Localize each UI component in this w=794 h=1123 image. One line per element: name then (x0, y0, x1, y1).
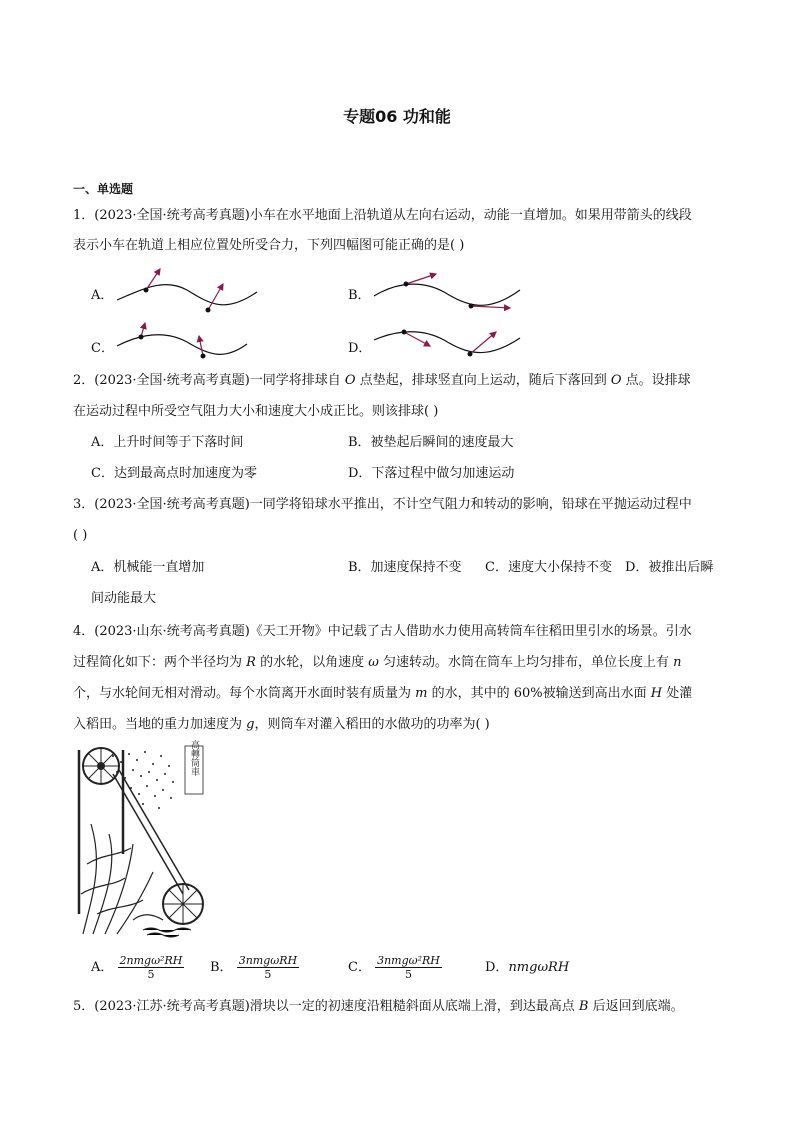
q1-option-b-figure (372, 266, 522, 316)
q4-option-a-fraction (118, 954, 185, 981)
q2-line-2: 在运动过程中所受空气阻力大小和速度大小成正比。则该排球( ) (73, 404, 439, 419)
q4-var-h: H (650, 686, 663, 701)
q4-option-b-label: B． (210, 960, 233, 975)
q4-var-n: n (673, 655, 682, 670)
q4-text-3b: 的水，其中的 60%被输送到高出水面 (427, 686, 651, 701)
q4-option-d-value: nmgωRH (508, 960, 570, 975)
q4-option-c-fraction (375, 954, 442, 981)
q5-line-1 (73, 997, 723, 1017)
q4-line-2 (73, 653, 723, 673)
q5-var-b: B (578, 999, 589, 1014)
section-heading: 一、单选题 (73, 182, 134, 196)
q4-line-3 (73, 684, 723, 704)
q4-option-d-label: D． (485, 960, 509, 975)
q4-b-numerator: 3nmgωRH (238, 954, 298, 967)
q2-option-b: B．被垫起后瞬间的速度最大 (348, 435, 514, 450)
q4-var-m: m (415, 686, 428, 701)
q1-option-d-figure (372, 316, 522, 364)
q2-text-c: 点。设排球 (621, 373, 691, 388)
q4-b-denominator: 5 (264, 968, 272, 981)
q2-option-a: A．上升时间等于下落时间 (91, 435, 244, 450)
q4-option-d (485, 958, 569, 978)
q4-option-a-label: A． (91, 960, 114, 975)
q4-a-denominator: 5 (147, 968, 155, 981)
q4-text-3c: 处灌 (662, 686, 693, 701)
q4-c-denominator: 5 (405, 968, 412, 981)
q2-line-1 (73, 371, 723, 391)
q3-option-b: B．加速度保持不变 (348, 560, 462, 575)
q4-text-4a: 入稻田。当地的重力加速度为 (73, 717, 247, 732)
q1-option-d-label: D． (348, 341, 372, 356)
q4-text-2a: 过程简化如下：两个半径均为 (73, 655, 247, 670)
q2-option-c: C．达到最高点时加速度为零 (91, 466, 257, 481)
q3-line-2: ( ) (73, 528, 88, 543)
q4-option-a (91, 954, 184, 981)
q4-option-c-label: C． (348, 960, 371, 975)
q2-option-d: D．下落过程中做匀加速运动 (348, 466, 515, 481)
q4-text-3a: 个，与水轮间无相对滑动。每个水筒离开水面时装有质量为 (73, 686, 416, 701)
q1-line-1: 1．(2023·全国·统考高考真题)小车在水平地面上沿轨道从左向右运动，动能一直增加。如果用带箭头的线段 (73, 208, 692, 223)
q2-var-o-2: O (610, 373, 622, 388)
q4-var-r: R (246, 655, 256, 670)
q1-option-a-figure (115, 266, 260, 316)
q4-text-2c: 匀速转动。水筒在筒车上均匀排布，单位长度上有 (378, 655, 674, 670)
q3-option-c: C．速度大小保持不变 (485, 560, 612, 575)
q4-line-4 (73, 715, 723, 735)
q1-option-a-label: A． (91, 288, 114, 303)
q3-option-a: A．机械能一直增加 (91, 560, 205, 575)
q2-text-a: 2．(2023·全国·统考高考真题)一同学将排球自 (73, 373, 345, 388)
q3-option-d: D．被推出后瞬 (625, 560, 714, 575)
q1-option-b-label: B． (348, 288, 371, 303)
q2-text-b: 点垫起，排球竖直向上运动，随后下落回到 (355, 373, 611, 388)
q4-var-g: g (246, 717, 255, 732)
q5-text-b: 后返回到底端。 (588, 999, 684, 1014)
q4-c-numerator: 3nmgω²RH (377, 954, 440, 967)
q4-text-4b: ，则筒车对灌入稻田的水做功的功率为( ) (254, 717, 490, 732)
q1-option-c-figure (115, 320, 250, 365)
q4-a-numerator: 2nmgω²RH (119, 954, 183, 967)
q4-line-1: 4．(2023·山东·统考高考真题)《天工开物》中记载了古人借助水力使用高转筒车往稻田里引水的场景。引水 (73, 624, 692, 639)
q4-option-c (348, 954, 442, 981)
q2-var-o: O (344, 373, 356, 388)
q4-text-2b: 的水轮，以角速度 (255, 655, 369, 670)
q3-line-1: 3．(2023·全国·统考高考真题)一同学将铅球水平推出，不计空气阻力和转动的影响，铅球在平抛运动过程中 (73, 497, 692, 512)
q3-option-d-cont: 间动能最大 (91, 591, 157, 606)
q4-var-omega: ω (368, 655, 379, 670)
q1-option-c-label: C． (91, 341, 114, 356)
q4-option-b-fraction (237, 954, 299, 981)
q1-line-2: 表示小车在轨道上相应位置处所受合力，下列四幅图可能正确的是( ) (73, 238, 465, 253)
svg-text:高轉筒車: 高轉筒車 (189, 740, 199, 776)
waterwheel-illustration (73, 740, 205, 938)
q5-text-a: 5．(2023·江苏·统考高考真题)滑块以一定的初速度沿粗糙斜面从底端上滑，到达最高点 (73, 999, 579, 1014)
q4-option-b (210, 954, 299, 981)
page-title: 专题06 功和能 (343, 107, 451, 126)
